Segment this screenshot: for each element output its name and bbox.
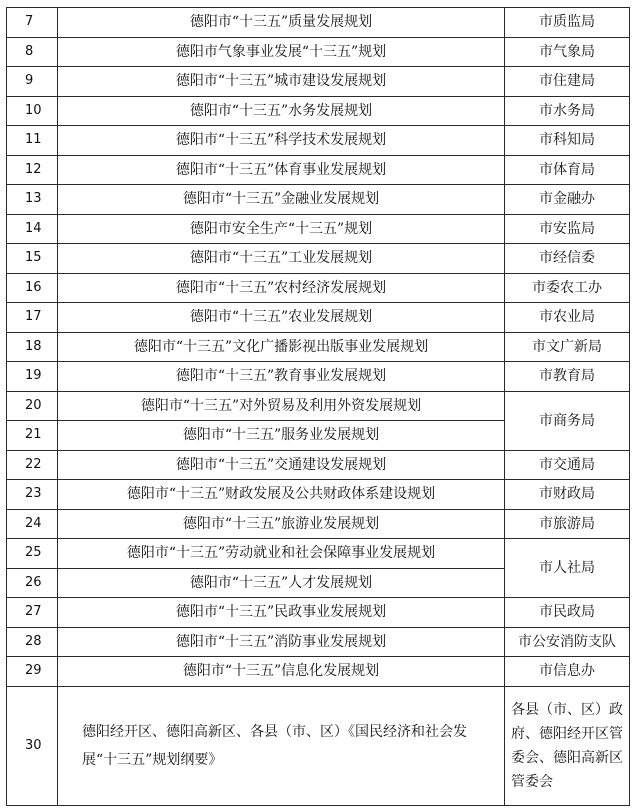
department: 市安监局 [505, 214, 630, 244]
row-number: 30 [7, 686, 58, 805]
row-number: 14 [7, 214, 58, 244]
department: 市水务局 [505, 96, 630, 126]
table-row [7, 126, 630, 156]
row-number: 29 [7, 657, 58, 687]
plan-title: 德阳市“十三五”教育事业发展规划 [58, 362, 505, 392]
department: 各县（市、区）政府、德阳经开区管委会、德阳高新区管委会 [505, 686, 630, 805]
department: 市金融办 [505, 185, 630, 215]
plan-table [6, 7, 630, 806]
plan-title: 德阳市“十三五”旅游业发展规划 [58, 509, 505, 539]
department: 市文广新局 [505, 332, 630, 362]
table-row [7, 627, 630, 657]
table-row [7, 509, 630, 539]
row-number: 18 [7, 332, 58, 362]
department: 市气象局 [505, 37, 630, 67]
department: 市旅游局 [505, 509, 630, 539]
department: 市信息办 [505, 657, 630, 687]
plan-title: 德阳市“十三五”金融业发展规划 [58, 185, 505, 215]
table-row [7, 8, 630, 38]
plan-title: 德阳市“十三五”消防事业发展规划 [58, 627, 505, 657]
table-row [7, 96, 630, 126]
plan-title: 德阳市“十三五”文化广播影视出版事业发展规划 [58, 332, 505, 362]
department: 市体育局 [505, 155, 630, 185]
row-number: 27 [7, 598, 58, 628]
table-row [7, 598, 630, 628]
department: 市住建局 [505, 67, 630, 97]
table-row [7, 303, 630, 333]
plan-title: 德阳市“十三五”民政事业发展规划 [58, 598, 505, 628]
row-number: 22 [7, 450, 58, 480]
table-row [7, 155, 630, 185]
row-number: 21 [7, 421, 58, 451]
table-row [7, 37, 630, 67]
table-row [7, 214, 630, 244]
plan-title: 德阳经开区、德阳高新区、各县（市、区）《国民经济和社会发展“十三五”规划纲要》 [58, 686, 505, 805]
row-number: 19 [7, 362, 58, 392]
plan-title: 德阳市“十三五”对外贸易及利用外资发展规划 [58, 391, 505, 421]
row-number: 25 [7, 539, 58, 569]
plan-title: 德阳市“十三五”财政发展及公共财政体系建设规划 [58, 480, 505, 510]
plan-title: 德阳市“十三五”科学技术发展规划 [58, 126, 505, 156]
table-row [7, 244, 630, 274]
row-number: 28 [7, 627, 58, 657]
row-number: 9 [7, 67, 58, 97]
table-row [7, 67, 630, 97]
plan-title: 德阳市“十三五”城市建设发展规划 [58, 67, 505, 97]
table-row [7, 185, 630, 215]
plan-title: 德阳市“十三五”工业发展规划 [58, 244, 505, 274]
table-row [7, 391, 630, 421]
row-number: 8 [7, 37, 58, 67]
row-number: 17 [7, 303, 58, 333]
table-row [7, 686, 630, 805]
row-number: 10 [7, 96, 58, 126]
department: 市民政局 [505, 598, 630, 628]
table-row [7, 332, 630, 362]
department: 市人社局 [505, 539, 630, 598]
row-number: 26 [7, 568, 58, 598]
table-row [7, 362, 630, 392]
row-number: 7 [7, 8, 58, 38]
department: 市教育局 [505, 362, 630, 392]
department: 市公安消防支队 [505, 627, 630, 657]
department: 市财政局 [505, 480, 630, 510]
row-number: 15 [7, 244, 58, 274]
row-number: 23 [7, 480, 58, 510]
table-row [7, 273, 630, 303]
table-row [7, 450, 630, 480]
plan-title: 德阳市“十三五”人才发展规划 [58, 568, 505, 598]
table-row [7, 539, 630, 569]
department: 市交通局 [505, 450, 630, 480]
plan-title: 德阳市“十三五”交通建设发展规划 [58, 450, 505, 480]
plan-title: 德阳市安全生产“十三五”规划 [58, 214, 505, 244]
table-row [7, 480, 630, 510]
plan-title: 德阳市“十三五”服务业发展规划 [58, 421, 505, 451]
row-number: 12 [7, 155, 58, 185]
row-number: 24 [7, 509, 58, 539]
row-number: 11 [7, 126, 58, 156]
department: 市经信委 [505, 244, 630, 274]
plan-title: 德阳市“十三五”体育事业发展规划 [58, 155, 505, 185]
department: 市科知局 [505, 126, 630, 156]
plan-title: 德阳市气象事业发展“十三五”规划 [58, 37, 505, 67]
plan-title: 德阳市“十三五”农村经济发展规划 [58, 273, 505, 303]
table-row [7, 657, 630, 687]
plan-title: 德阳市“十三五”质量发展规划 [58, 8, 505, 38]
plan-title: 德阳市“十三五”信息化发展规划 [58, 657, 505, 687]
department: 市委农工办 [505, 273, 630, 303]
plan-title: 德阳市“十三五”劳动就业和社会保障事业发展规划 [58, 539, 505, 569]
row-number: 16 [7, 273, 58, 303]
row-number: 13 [7, 185, 58, 215]
department: 市商务局 [505, 391, 630, 450]
department: 市质监局 [505, 8, 630, 38]
department: 市农业局 [505, 303, 630, 333]
plan-title: 德阳市“十三五”水务发展规划 [58, 96, 505, 126]
row-number: 20 [7, 391, 58, 421]
plan-title: 德阳市“十三五”农业发展规划 [58, 303, 505, 333]
